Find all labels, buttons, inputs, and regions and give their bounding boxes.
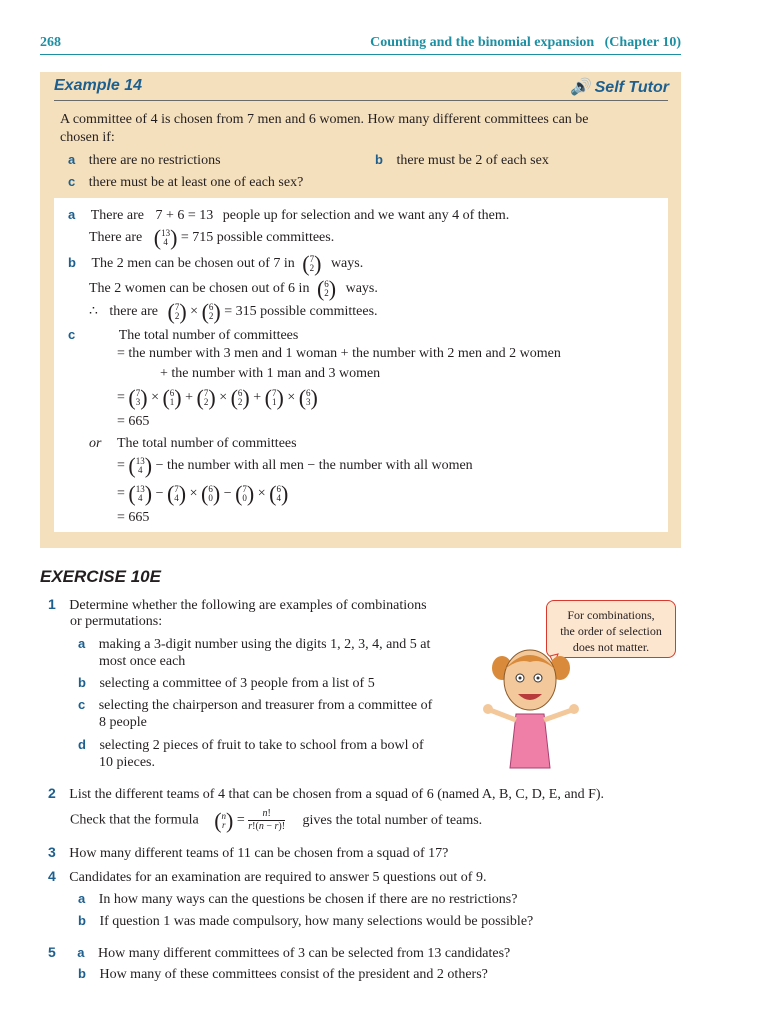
- text: − the number with all men − the number with all women: [155, 458, 473, 474]
- binomial: ( 6 1 ): [162, 385, 182, 410]
- formula-fraction: $\frac{n!}{r!(n - r)!}$: [248, 808, 286, 832]
- text: The 2 men can be chosen out of 7 in: [91, 256, 295, 272]
- binomial: ( n r ): [214, 807, 234, 833]
- bubble-line: does not matter.: [572, 640, 650, 654]
- solution-or-line3: = ( 13 4 ) − ( 7 4 ) × ( 6 0 ) − ( 7 0 ) × ( 6 4 ): [117, 481, 289, 506]
- part-label: b: [78, 966, 86, 981]
- question-4a: [78, 891, 517, 908]
- example-question-line1: A committee of 4 is chosen from 7 men and 6 women. How many different committees can be: [60, 112, 589, 127]
- binomial: ( 7 1 ): [264, 385, 284, 410]
- binomial: ( 6 0 ): [201, 481, 221, 506]
- part-text: there must be at least one of each sex?: [88, 175, 304, 190]
- therefore-symbol: ∴: [89, 304, 98, 320]
- self-tutor-label: Self Tutor: [594, 79, 669, 96]
- text: Check that the formula: [70, 812, 199, 828]
- solution-b-line1: [68, 251, 364, 276]
- binomial: ( 6 2 ): [201, 299, 221, 324]
- binomial: ( 7 2 ): [196, 385, 216, 410]
- solution-label: b: [68, 255, 76, 271]
- part-label: a: [77, 945, 85, 960]
- solution-c-line5: = 665: [117, 414, 150, 429]
- page-number: 268: [40, 35, 61, 50]
- text: How many different teams of 11 can be chosen from a squad of 17?: [69, 846, 449, 861]
- text: How many different committees of 3 can be selected from 13 candidates?: [98, 946, 511, 961]
- text: Determine whether the following are examples of combinations: [69, 598, 427, 613]
- binomial: ( 6 2 ): [230, 385, 250, 410]
- solution-or-line1: [89, 436, 297, 452]
- part-label: a: [78, 891, 86, 906]
- text: List the different teams of 4 that can be chosen from a squad of 6 (named A, B, C, D, E, and F).: [69, 787, 605, 802]
- part-label: b: [375, 152, 383, 167]
- text: gives the total number of teams.: [302, 812, 483, 828]
- text: selecting 2 pieces of fruit to take to school from a bowl of: [99, 738, 424, 753]
- solution-a-line2: [89, 225, 335, 250]
- question-3: [48, 844, 448, 862]
- question-5b: [78, 966, 488, 983]
- text: = 315 possible committees.: [224, 304, 378, 320]
- text: selecting the chairperson and treasurer from a committee of: [98, 698, 433, 713]
- question-2-line2: Check that the formula ( n r ) = $\frac{n!}{r!(n - r)!}$ gives the total number of teams.: [70, 807, 483, 833]
- binomial: ( 13 4 ): [153, 225, 178, 250]
- question-1a-line2: most once each: [99, 654, 186, 669]
- solution-or-line4: = 665: [117, 510, 150, 525]
- math: 7 + 6 = 13: [155, 208, 214, 223]
- text: = 715 possible committees.: [180, 230, 335, 246]
- solution-c-line2: = the number with 3 men and 1 woman + the number with 2 men and 2 women: [117, 346, 561, 361]
- text: The total number of committees: [118, 328, 299, 343]
- text: Candidates for an examination are required to answer 5 questions out of 9.: [69, 870, 487, 885]
- part-label: c: [78, 697, 86, 712]
- bubble-line: For combinations,: [567, 608, 655, 622]
- question-4: [48, 868, 486, 886]
- part-label: b: [78, 675, 86, 690]
- question-number: 1: [48, 596, 56, 612]
- solution-c-line4: = ( 7 3 ) × ( 6 1 ) + ( 7 2 ) × ( 6 2 ) + ( 7 1 ) × ( 6 3 ): [117, 385, 318, 410]
- solution-a-line1: [68, 207, 509, 224]
- or-label: or: [89, 436, 102, 451]
- solution-label: c: [68, 327, 76, 342]
- header-rule: [40, 54, 681, 55]
- question-1c-line2: 8 people: [99, 715, 147, 730]
- cartoon-girl-icon: [480, 640, 590, 770]
- example-rule: [54, 100, 668, 101]
- text: How many of these committees consist of the president and 2 others?: [99, 967, 488, 982]
- question-1: [48, 596, 427, 614]
- solution-or-line2: = ( 13 4 ) − the number with all men − the number with all women: [117, 453, 473, 478]
- binomial: ( 6 4 ): [269, 481, 289, 506]
- text: making a 3-digit number using the digits 1, 2, 3, 4, and 5 at: [98, 637, 431, 652]
- binomial: ( 6 3 ): [298, 385, 318, 410]
- text: The 2 women can be chosen out of 6 in: [89, 281, 310, 297]
- binomial: ( 7 2 ): [302, 251, 322, 276]
- question-1b: [78, 675, 375, 692]
- text: there are: [109, 304, 158, 320]
- binomial: ( 7 3 ): [128, 385, 148, 410]
- exercise-heading: EXERCISE 10E: [40, 567, 161, 586]
- question-4b: [78, 913, 533, 930]
- question-number: 4: [48, 868, 56, 884]
- example-part-b: [375, 152, 549, 169]
- text: selecting a committee of 3 people from a list of 5: [99, 676, 375, 691]
- part-label: a: [78, 636, 86, 651]
- binomial: ( 13 4 ): [128, 481, 153, 506]
- part-label: c: [68, 174, 76, 189]
- text: In how many ways can the questions be chosen if there are no restrictions?: [98, 892, 518, 907]
- binomial: ( 7 2 ): [167, 299, 187, 324]
- example-heading: Example 14: [54, 77, 143, 94]
- solution-c-line1: [68, 327, 298, 344]
- part-label: b: [78, 913, 86, 928]
- part-text: there must be 2 of each sex: [396, 153, 549, 168]
- example-part-a: [68, 152, 221, 169]
- text: There are: [90, 208, 144, 223]
- text: The total number of committees: [116, 436, 297, 451]
- question-1a: [78, 636, 430, 653]
- binomial: ( 7 0 ): [235, 481, 255, 506]
- question-number: 5: [48, 944, 56, 960]
- chapter-title: Counting and the binomial expansion (Chapter 10): [370, 35, 681, 50]
- solution-b-line3: ∴ there are ( 7 2 ) × ( 6 2 ) = 315 possible committees.: [89, 299, 378, 324]
- example-question-line2: chosen if:: [60, 130, 115, 145]
- self-tutor-link[interactable]: [570, 77, 669, 97]
- speaker-icon: 🔊: [570, 79, 591, 96]
- solution-b-line2: [89, 276, 378, 301]
- part-text: there are no restrictions: [88, 153, 221, 168]
- question-number: 2: [48, 785, 56, 801]
- question-1d-line2: 10 pieces.: [99, 755, 155, 770]
- part-label: d: [78, 737, 86, 752]
- question-1d: [78, 737, 424, 754]
- bubble-line: the order of selection: [560, 624, 662, 638]
- text: There are: [89, 230, 143, 246]
- question-1-line2: or permutations:: [70, 614, 163, 629]
- binomial: ( 13 4 ): [128, 453, 153, 478]
- solution-label: a: [68, 207, 76, 222]
- question-5: [48, 944, 510, 962]
- question-2: [48, 785, 604, 803]
- text: ways.: [330, 256, 364, 272]
- text: ways.: [345, 281, 378, 297]
- text: people up for selection and we want any 4 of them.: [222, 208, 510, 223]
- question-1c: [78, 697, 432, 714]
- example-part-c: [68, 174, 303, 191]
- part-label: a: [68, 152, 76, 167]
- text: If question 1 was made compulsory, how many selections would be possible?: [99, 914, 534, 929]
- solution-c-line3: + the number with 1 man and 3 women: [160, 366, 381, 381]
- question-number: 3: [48, 844, 56, 860]
- binomial: ( 6 2 ): [316, 276, 337, 301]
- binomial: ( 7 4 ): [166, 481, 187, 506]
